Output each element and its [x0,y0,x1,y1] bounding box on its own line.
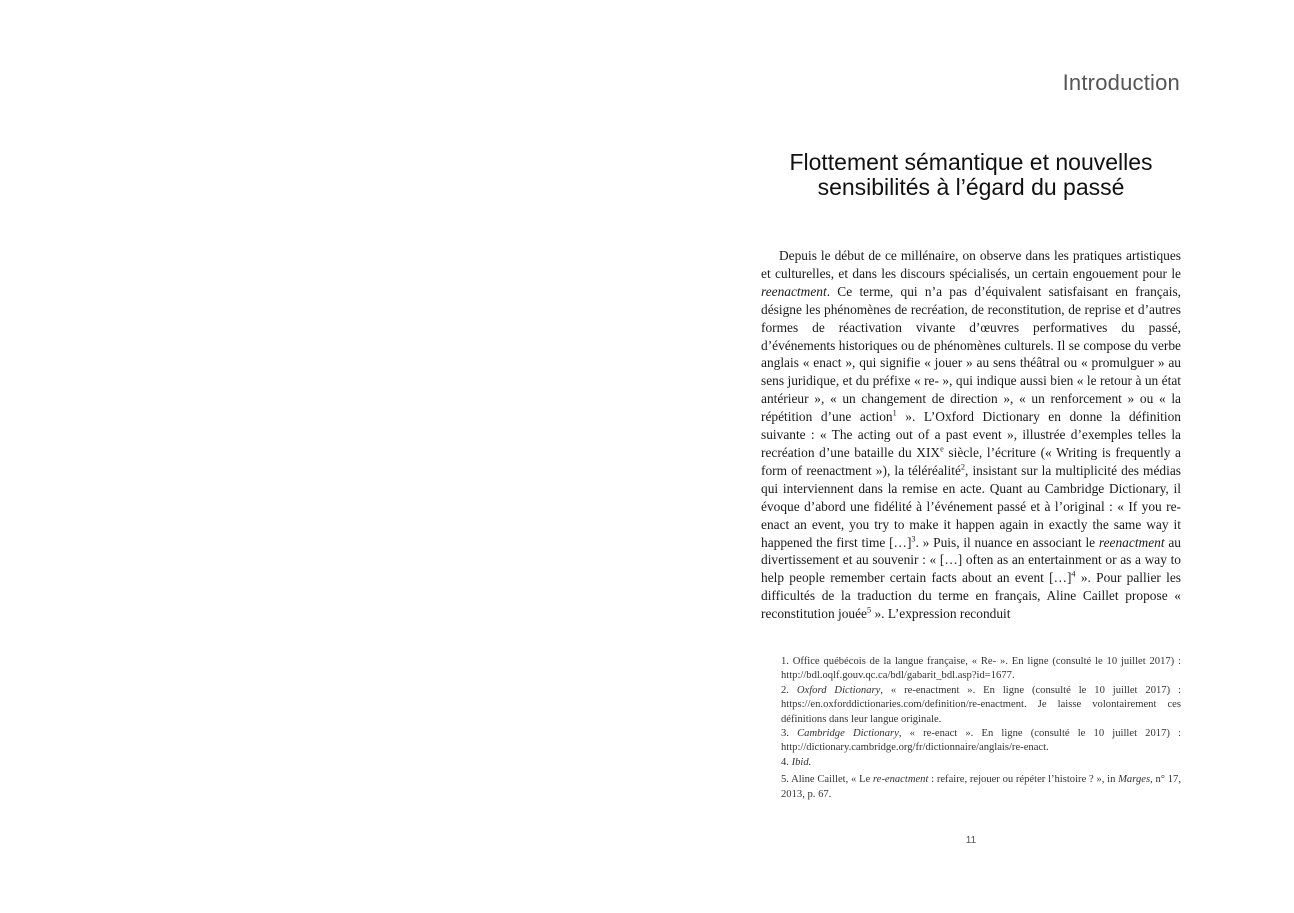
footnote-5-end: , n° 17, 2013, p. 67. [781,774,1181,800]
chapter-title-line-1: Flottement sémantique et nouvelles [789,149,1153,175]
footnote-2-number: 2. [781,684,797,696]
footnote-ref-2[interactable]: 2 [960,462,966,472]
footnote-2-source: Oxford Dictionary [796,684,881,696]
footnote-3-source: Cambridge Dictionary [797,728,899,740]
footnote-2-text: , « re-enactment ». En ligne (consulté le 10 juillet 2017) : https://en.oxforddictionaries.com/definition/re-enactment. Je laisse volontairement ces définitions dans leur langue originale. [781,684,1181,725]
century-superscript: e [940,444,944,454]
body-text-run: Depuis le début de ce millénaire, on observe dans les pratiques artistiques et culturelles, et dans les discours spécialisés, un certain engouement pour le [761,248,1181,281]
body-text-run: . » Puis, il nuance en associant le [915,534,1099,550]
chapter-title-line-2: sensibilités à l’égard du passé [817,174,1125,200]
running-header: Introduction [1062,70,1180,95]
footnote-ref-1[interactable]: 1 [892,408,897,418]
body-text-run: . Ce terme, qui n’a pas d’équivalent satisfaisant en français, désigne les phénomènes de recréation, de reconstitution, de reprise et d’autres formes de réactivation vivante d’œuvres performatives du passé, d’événements historiques ou de phénomènes culturels. Il se compose du verbe anglais « enact », qui signifie « jouer » au sens théâtral ou « promulguer » au sens juridique, et du préfixe « re- », qui indique aussi bien « le retour à un état antérieur », « un changement de direction », « un renforcement » ou « la répétition d’une action [761,283,1181,425]
body-text-run: ». L’expression reconduit [871,606,1011,622]
body-text-run: ». L’Oxford Dictionary en donne la définition suivante : « The acting out of a past event », illustrée d’exemples telles la recréation d’une bataille du XIX [761,409,1182,460]
body-text-run: siècle, l’écriture (« Writing is frequently a form of reenactment »), la téléréalité [761,444,1181,478]
footnote-5-term: re-enactment [872,774,929,786]
body-text-run: ». Pour pallier les difficultés de la traduction du terme en français, Aline Caillet propose « reconstitution jouée [761,570,1181,622]
emphasized-term: reenactment [761,283,827,299]
footnote-5-start: 5. Aline Caillet, « Le [781,774,873,786]
footnote-5-mid: : refaire, rejouer ou répéter l’histoire ? », in [928,774,1119,786]
body-text-run: au divertissement et au souvenir : « […] often as an entertainment or as a way to help people remember certain facts about an event […] [761,534,1181,586]
footnote-4 [781,756,1181,770]
footnote-2 [781,684,1181,727]
emphasized-term: reenactment [1098,534,1165,550]
page-number: 11 [965,835,977,846]
footnote-3-text: , « re-enact ». En ligne (consulté le 10 juillet 2017) : http://dictionary.cambridge.org/fr/dictionnaire/anglais/re-enact. [781,728,1181,754]
chapter-title [761,150,1181,200]
footnote-3 [781,727,1181,756]
body-text-run: , insistant sur la multiplicité des médias qui interviennent dans la remise en acte. Quant au Cambridge Dictionary, il évoque d’abord une fidélité à l’événement passé et à l’original : « If you re-enact an event, you try to make it happen again in exactly the same way it happened the first time […] [761,462,1181,550]
footnote-ref-4[interactable]: 4 [1071,569,1076,579]
footnote-5 [781,773,1181,802]
footnotes-list [781,655,1181,802]
footnote-1 [781,655,1181,684]
footnote-5-journal: Marges [1118,774,1151,786]
footnote-4-source: Ibid. [791,756,812,768]
footnote-1-text: 1. Office québécois de la langue française, « Re- ». En ligne (consulté le 10 juillet 2017) : http://bdl.oqlf.gouv.qc.ca/bdl/gabarit_bdl.asp?id=1677. [781,656,1181,682]
footnote-ref-5[interactable]: 5 [866,605,872,615]
body-paragraph [761,247,1181,623]
footnote-4-number: 4. [781,756,792,768]
footnote-3-number: 3. [781,728,798,740]
footnote-ref-3[interactable]: 3 [911,534,916,544]
